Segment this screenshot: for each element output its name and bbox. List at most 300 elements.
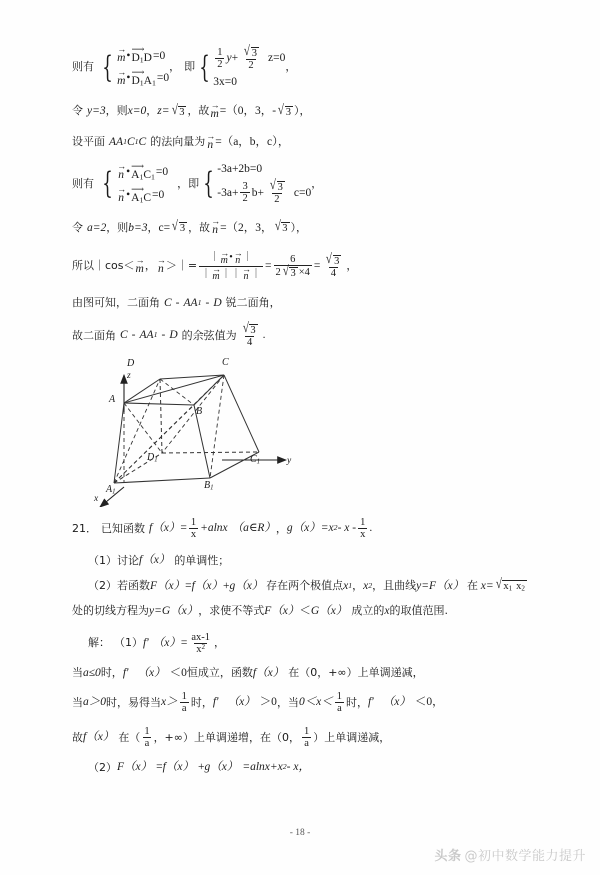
edge-a-a1: [114, 403, 124, 483]
a-value: a=2: [87, 221, 107, 234]
solution-21-line-1: [88, 632, 528, 655]
equation-line-8: [72, 323, 528, 348]
radical-icon: √: [243, 44, 250, 59]
abs-bar: ｜｜: [221, 268, 242, 280]
vector-n: n: [243, 271, 249, 283]
dihedral-label-aa: AA: [139, 329, 154, 342]
therefore-keyword: 故: [72, 730, 83, 744]
edge-a-b: [124, 403, 194, 405]
vector-n-components: =（2，3，: [220, 221, 273, 234]
equals: =: [180, 636, 188, 649]
vertex-label-b: B: [196, 406, 203, 418]
vertex-label-a: A: [109, 394, 116, 406]
watermark: [434, 845, 586, 864]
abs-bar: ｜: [242, 252, 253, 264]
variable-c: c=0: [293, 186, 312, 199]
holds-text: 成立的: [351, 604, 385, 618]
radicand: 3: [290, 268, 296, 280]
function-g: g: [204, 761, 211, 774]
problem-21-stem: [72, 517, 528, 540]
subscript: 1: [139, 78, 144, 88]
vector-arrow-icon: →: [117, 184, 126, 195]
vector-arrow-icon: →: [117, 44, 126, 55]
minus-x-term: - x，: [286, 761, 310, 774]
f-prime: f′: [368, 696, 374, 709]
closing: ），: [294, 104, 311, 118]
radical-icon: √: [171, 102, 178, 118]
extremum-x2: x: [363, 579, 369, 592]
dash-c-b1: [210, 375, 224, 478]
edge-a1-b1: [114, 478, 210, 483]
vector-m: m: [117, 75, 126, 88]
exponent: 2: [333, 523, 338, 533]
cosine-value-text: 的余弦值为: [181, 328, 237, 342]
system4-row-2: [217, 180, 311, 205]
tangent-line-text: 处的切线方程为: [72, 604, 149, 618]
solution-21-line-2: [72, 667, 528, 680]
f-prime: f′: [212, 696, 219, 709]
function-arg: （x）: [271, 604, 300, 617]
fraction-numerator: 1: [181, 691, 187, 703]
two-extrema-text: 存在两个极值点: [266, 578, 344, 592]
equation-system-4: [199, 163, 311, 206]
period: .: [369, 522, 373, 535]
frustum-diagram: [82, 357, 422, 507]
radicand: 3: [179, 106, 185, 118]
monotonicity-text: 的单调性；: [174, 553, 230, 567]
variable-b: b+: [251, 186, 264, 199]
dash-a1-b: [114, 405, 194, 483]
line1-then: 即: [184, 60, 196, 74]
dihedral-label-aa: AA: [183, 296, 198, 309]
vector-n: n: [118, 169, 124, 182]
fraction-numerator: 1: [303, 726, 310, 738]
equals: =: [185, 579, 192, 592]
solution-21-line-4: [72, 726, 528, 749]
when-keyword: 当: [72, 695, 83, 709]
equals-zero: =0: [155, 166, 169, 179]
comma: ，: [147, 220, 159, 234]
when-keyword: 当: [72, 665, 83, 679]
vector-n-components: =（a，b，c），: [215, 135, 290, 148]
function-f: f: [149, 522, 153, 535]
function-F: F: [264, 604, 272, 617]
function-F: F: [429, 579, 437, 592]
parameter-condition: （a∈R）: [231, 522, 276, 535]
vector-n: n: [157, 263, 164, 275]
vector-m: m: [210, 107, 219, 120]
vector-n: n: [212, 224, 218, 237]
edge-c-c1: [224, 375, 259, 452]
function-arg: （x）: [256, 666, 285, 679]
equation-line-5: [72, 216, 528, 237]
equation-system-3: [98, 160, 169, 205]
c-value: c=: [158, 221, 171, 234]
x-range: 0＜x＜: [298, 696, 333, 709]
subscript: 1: [139, 172, 144, 182]
dot-operator: •: [126, 189, 131, 202]
condition-a: a≤0: [83, 666, 101, 679]
plane-label-aa: AA: [109, 135, 124, 148]
range-text: 的取值范围.: [389, 604, 448, 618]
fraction-denominator: a: [144, 738, 150, 750]
then-text: 时，: [190, 695, 213, 709]
function-f: f: [252, 666, 257, 679]
find-inequality-text: ，求使不等式: [198, 604, 265, 618]
function-arg: （x）: [227, 696, 256, 709]
variable-y: y: [226, 52, 232, 65]
system3-row-2: [116, 183, 168, 205]
from-figure-text: 由图可知，二面角: [72, 295, 160, 309]
dash: -: [205, 296, 210, 309]
x-greater-than: x＞: [161, 696, 178, 709]
function-F: F: [117, 761, 125, 774]
vector-arrow-icon: →: [220, 247, 229, 258]
given-function-text: 已知函数: [101, 521, 145, 535]
equation-system-2: [195, 46, 285, 89]
less-than: ＜: [299, 604, 311, 617]
function-arg: （x）: [436, 579, 465, 592]
equals: =: [265, 260, 272, 273]
point-d: D: [131, 51, 140, 64]
fraction-denominator: x: [360, 529, 366, 541]
axis-label-y: y: [287, 456, 292, 467]
point-c: C: [143, 191, 152, 204]
equation-3x: 3x=0: [213, 76, 237, 89]
dash: -: [161, 329, 166, 342]
equation-neg3a-2b: -3a+2b=0: [217, 162, 263, 175]
diagonal-a-c: [124, 375, 224, 403]
radical-icon: √: [277, 102, 284, 118]
line1-tail: ，: [285, 60, 297, 74]
y-equals: y=: [416, 579, 430, 592]
discuss-text: 讨论: [117, 553, 139, 567]
function-f: f: [139, 554, 143, 567]
fraction-numerator: 6: [290, 254, 296, 266]
vector-arrow-icon: →: [135, 255, 144, 265]
then-keyword: 即: [188, 177, 200, 191]
therefore-keyword: ，故: [188, 220, 211, 234]
when-text: ，当: [276, 695, 299, 709]
expanded-expression: =alnx+x: [242, 761, 283, 774]
greater-than-zero: ＞0: [259, 696, 277, 709]
problem-number: 21．: [72, 521, 97, 535]
vector-n: n: [207, 138, 214, 151]
normal-vector-text: 的法向量为: [150, 135, 206, 149]
equation-system-1: [98, 43, 170, 88]
radicand: 3: [179, 223, 186, 235]
exponent: 2: [282, 762, 287, 772]
radical-icon: √: [269, 178, 276, 194]
vector-m: m: [220, 254, 228, 266]
edge-d-c: [160, 375, 224, 379]
part-marker: （2）: [88, 760, 117, 774]
fraction-numerator: 1: [190, 517, 197, 529]
left-brace: {: [203, 166, 214, 202]
equals-zero: =0: [156, 72, 170, 85]
point-d: D: [131, 74, 140, 87]
fraction-denominator: a: [304, 738, 309, 750]
vector-arrow-icon: →: [233, 247, 242, 258]
function-F: F: [150, 579, 158, 592]
function-arg: （x）: [86, 731, 115, 744]
if-function-text: 若函数: [117, 578, 150, 592]
comma: ，: [275, 521, 287, 535]
vector-arrow-icon: →: [210, 99, 219, 110]
fraction-denominator: 2: [274, 194, 280, 206]
coefficient: 2: [275, 266, 281, 278]
equation-lead: -3a+: [217, 186, 239, 199]
system2-row-2: [213, 76, 285, 89]
vector-arrow-icon: →: [212, 264, 221, 275]
edge-d1-c1: [162, 452, 259, 453]
radicand: 3: [285, 106, 292, 118]
dihedral-label-d: D: [213, 296, 222, 309]
vector-n: n: [118, 192, 124, 205]
subscript: 1: [151, 78, 156, 88]
dot-operator: •: [229, 252, 233, 264]
subscript: 1: [153, 330, 158, 340]
equation-line-4: [72, 160, 528, 206]
fraction-numerator: ax-1: [191, 631, 210, 643]
watermark-text: @初中数学能力提升: [464, 849, 586, 864]
decreasing-text: ）上单调递减，: [313, 730, 391, 744]
vertex-label-c: C: [222, 357, 229, 369]
equals-x: =x: [320, 522, 334, 535]
then-text: 时，: [100, 665, 123, 679]
vector-arrow-icon: →: [156, 255, 165, 265]
acute-dihedral-text: 锐二面角，: [225, 295, 281, 309]
fraction-numerator: 3: [242, 181, 248, 193]
line4-prefix: 则有: [72, 177, 94, 191]
function-arg: （x）: [382, 696, 411, 709]
extremum-x1: x: [343, 579, 349, 592]
at-text: 在: [466, 578, 478, 592]
abs-bar: ｜: [209, 252, 220, 264]
dihedral-label-c: C: [120, 329, 128, 342]
dash: -: [131, 329, 136, 342]
line1-comma: ，: [169, 60, 181, 74]
vector-arrow-icon: ⟶: [131, 183, 144, 194]
vector-m: m: [117, 52, 126, 65]
cos-prefix: 所以｜cos＜: [72, 259, 135, 273]
vertex-label-c1: $C_1$: [250, 454, 261, 466]
function-f: f: [162, 761, 166, 774]
vector-arrow-icon: ⟶: [131, 43, 144, 54]
function-arg: （x）: [137, 666, 166, 679]
subscript: 1: [134, 136, 139, 146]
radicand: $x_1$ $x_2$: [503, 580, 525, 593]
equation-line-6-cosine: [72, 247, 528, 283]
equation-line-7: [72, 297, 528, 310]
page-number: - 18 -: [289, 828, 311, 838]
vertex-label-b1: $B_1$: [204, 480, 214, 492]
subscript: 1: [151, 172, 155, 182]
vertex-label-d: D: [127, 358, 135, 370]
fraction-numerator: 1: [217, 47, 223, 58]
part-marker: （1）: [114, 636, 143, 650]
function-arg: （x）: [210, 761, 239, 774]
point-c: C: [143, 168, 152, 181]
function-arg: （x）: [124, 761, 153, 774]
subscript: 1: [139, 55, 144, 65]
part-marker: （2）: [88, 578, 117, 592]
fraction-denominator: 2: [242, 193, 248, 205]
x-value: x=0: [127, 104, 147, 117]
system1-row-2: [116, 66, 170, 88]
then-text: 时，: [346, 695, 369, 709]
comma: ，: [352, 578, 364, 592]
function-g: g: [286, 522, 293, 535]
equation-line-2: [72, 99, 528, 120]
subscript: 1: [348, 580, 353, 590]
function-arg: （x）: [319, 604, 348, 617]
subscript: 1: [123, 136, 127, 146]
vector-arrow-icon: ⟶: [131, 160, 144, 171]
left-brace: {: [102, 49, 113, 85]
subscript: 2: [368, 580, 373, 590]
equals-zero: =0: [152, 49, 166, 62]
abs-bar: ｜: [251, 268, 262, 280]
increasing-text: ，+∞）上单调递增，在（0，: [153, 730, 300, 744]
edge-d-d1: [160, 379, 162, 453]
condition-a: a＞0: [83, 696, 106, 709]
system3-row-1: [116, 160, 169, 182]
set-plane-text: 设平面: [72, 135, 105, 149]
plane-label-c: C: [126, 135, 135, 148]
left-brace: {: [102, 166, 113, 202]
vector-m: m: [212, 271, 220, 283]
vector-m: m: [135, 263, 144, 275]
vertex-label-d1: $D_1$: [147, 452, 158, 464]
equals-zero: =0: [152, 189, 165, 202]
subscript: 1: [197, 297, 202, 307]
therefore-keyword: ，故: [187, 104, 210, 118]
point-d2: D: [143, 51, 152, 64]
function-g: g: [229, 579, 236, 592]
dihedral-label-c: C: [164, 296, 172, 309]
point-a: A: [131, 191, 140, 204]
function-G: G: [310, 604, 320, 617]
comma: ，: [177, 177, 189, 191]
function-arg: （x）: [152, 522, 181, 535]
vector-arrow-icon: →: [242, 264, 251, 275]
radicand: 3: [277, 182, 283, 194]
fraction-denominator: 2: [248, 60, 254, 72]
solution-label: 解：: [88, 636, 110, 650]
function-arg: （x）: [235, 579, 264, 592]
dash-a-d1: [124, 403, 162, 453]
fraction-denominator: $x^2$: [196, 642, 206, 655]
radical-icon: √: [495, 576, 502, 592]
let-keyword: 令: [72, 220, 83, 234]
part-marker: （1）: [88, 553, 117, 567]
comma: ，: [346, 259, 358, 273]
fraction-numerator: 1: [360, 517, 366, 529]
radical-icon: √: [326, 252, 333, 268]
function-arg: （x）: [157, 579, 186, 592]
variable-z: z: [268, 52, 274, 65]
system2-row-1: [213, 46, 285, 71]
fraction-denominator: 4: [330, 268, 336, 280]
function-arg: （x）: [194, 579, 223, 592]
fraction-numerator: 1: [144, 726, 150, 738]
decreasing-text: 在（0，+∞）上单调递减，: [288, 665, 424, 679]
variable-x: x: [384, 604, 390, 617]
f-prime: f′: [143, 636, 149, 649]
interval-open: 在（: [118, 730, 141, 744]
y-value: y=3: [87, 104, 106, 117]
f-prime: f′: [122, 666, 129, 679]
fraction-denominator: a: [181, 703, 187, 715]
equals: =: [313, 260, 321, 273]
function-arg: （x）: [292, 522, 321, 535]
radicand: 3: [334, 256, 340, 268]
watermark-logo: 头条: [434, 849, 462, 864]
radical-icon: √: [242, 321, 249, 337]
radicand: 3: [251, 48, 258, 59]
comma: ，: [214, 636, 225, 650]
subscript: 1: [139, 195, 144, 205]
vector-arrow-icon: →: [211, 216, 220, 227]
minus-x-term: - x -: [337, 522, 357, 535]
vector-arrow-icon: →: [206, 130, 215, 141]
axis-label-z: z: [127, 371, 131, 382]
then-keyword: ，则: [106, 220, 129, 234]
plane-label-c2: C: [138, 135, 147, 148]
plus: +: [222, 579, 230, 592]
radicand: 3: [282, 223, 288, 235]
plus: +: [197, 761, 205, 774]
y-equals-G: y=G: [149, 604, 171, 617]
comma: ，: [146, 104, 158, 118]
z-value: z=: [157, 104, 170, 117]
multiplier: ×4: [298, 266, 310, 278]
less-than-zero: ＜0，: [414, 696, 444, 709]
function-arg: （x）: [165, 761, 194, 774]
alnx-term: +alnx: [200, 522, 228, 535]
point-a: A: [131, 168, 140, 181]
x-equals: x=: [480, 579, 494, 592]
function-f: f: [191, 579, 195, 592]
frustum-svg: [82, 357, 422, 507]
vector-n: n: [235, 254, 241, 266]
equals-zero: =0: [273, 52, 286, 65]
abs-bar: ｜: [201, 268, 212, 280]
equation-line-3: [72, 130, 528, 151]
period: .: [262, 329, 266, 342]
fraction-numerator: 1: [336, 691, 343, 703]
denominator-abs-m-abs-n: [199, 266, 263, 283]
problem-21-part-2-line-2: [72, 605, 528, 618]
radical-icon: √: [171, 219, 179, 235]
radicand: 3: [250, 325, 256, 337]
then-keyword: ，则: [105, 104, 128, 118]
point-a: A: [143, 74, 152, 87]
therefore-dihedral-text: 故二面角: [72, 328, 116, 342]
line1-prefix: 则有: [72, 60, 94, 74]
dot-operator: •: [126, 166, 131, 179]
vector-arrow-icon: →: [117, 161, 126, 172]
problem-21-part-2-line-1: [88, 576, 528, 593]
system1-row-1: [116, 43, 169, 65]
dash: -: [175, 296, 180, 309]
comma: ，: [311, 177, 323, 191]
function-arg: （x）: [142, 554, 171, 567]
less-than-zero: ＜0: [169, 666, 187, 679]
system4-row-1: [217, 163, 311, 176]
problem-21-part-1: [88, 554, 528, 567]
